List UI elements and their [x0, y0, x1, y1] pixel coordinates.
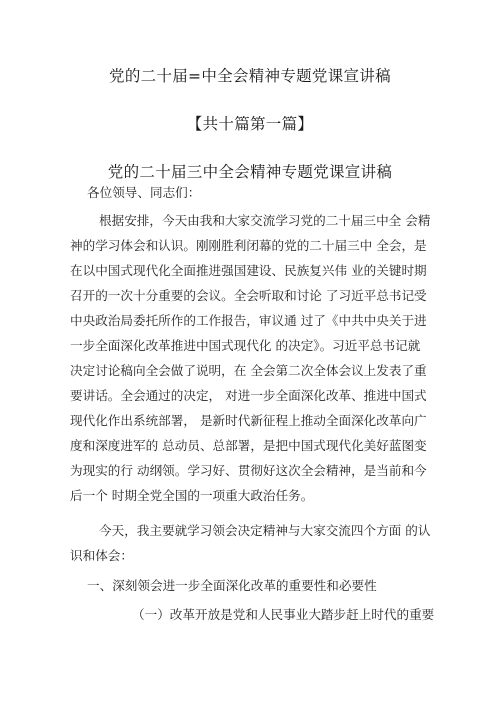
subsection-heading: （一）改革开放是党和人民事业大踏步赶上时代的重要: [132, 607, 435, 622]
paragraph-line: 要讲话。全会通过的决定， 对进一步全面深化改革、推进中国式: [70, 388, 427, 403]
paragraph-line: 识和体会：: [70, 548, 133, 563]
series-label: 【共十篇第一篇】: [186, 115, 314, 133]
paragraph-line: 为现实的行 动纲领。学习好、贯彻好这次全会精神，是当前和今: [70, 463, 427, 478]
paragraph-line: 神的学习体会和认识。刚刚胜利闭幕的党的二十届三中 全会，是: [70, 238, 427, 253]
paragraph-line: 度和深度进军的 总动员、总部署，是把中国式现代化美好蓝图变: [70, 438, 427, 453]
paragraph-line: 一步全面深化改革推进中国式现代化 的决定》。习近平总书记就: [70, 338, 421, 353]
salutation: 各位领导、同志们：: [87, 185, 201, 200]
paragraph-line: 根据安排，今天由我和大家交流学习党的二十届三中全 会精: [99, 213, 431, 228]
paragraph-line: 现代化作出系统部署， 是新时代新征程上推动全面深化改革向广: [70, 413, 427, 428]
paragraph-line: 中央政治局委托所作的工作报告，审议通 过了《中共中央关于进: [70, 313, 427, 328]
paragraph-line: 后一个 时期全党全国的一项重大政治任务。: [70, 488, 314, 503]
sub-title: 党的二十届三中全会精神专题党课宣讲稿: [107, 163, 393, 181]
section-heading: 一、深刻领会进一步全面深化改革的重要性和必要性: [87, 578, 377, 593]
main-title: 党的二十届=中全会精神专题党课宣讲稿: [109, 67, 391, 85]
paragraph-line: 在以中国式现代化全面推进强国建设、民族复兴伟 业的关键时期: [70, 263, 427, 278]
paragraph-line: 今天，我主要就学习领会决定精神与大家交流四个方面 的认: [99, 523, 431, 538]
paragraph-line: 决定讨论稿向全会做了说明，在 全会第二次全体会议上发表了重: [70, 363, 427, 378]
paragraph-line: 召开的一次十分重要的会议。全会听取和讨论 了习近平总书记受: [70, 288, 427, 303]
